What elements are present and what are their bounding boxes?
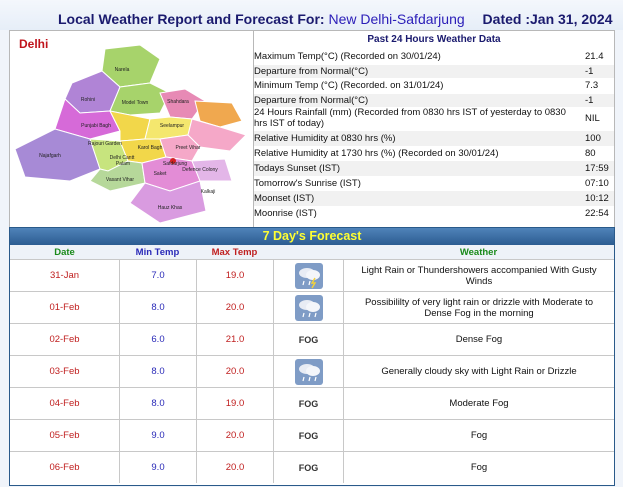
forecast-max-temp: 20.0 <box>196 420 273 451</box>
observation-value: NIL <box>585 113 600 124</box>
forecast-min-temp: 8.0 <box>119 356 196 387</box>
forecast-icon-cell <box>273 452 343 483</box>
forecast-row <box>10 259 614 291</box>
cloud-rain-icon <box>295 295 323 321</box>
forecast-max-temp: 19.0 <box>196 388 273 419</box>
district-label: Punjabi Bagh <box>81 123 111 129</box>
observation-label: Departure from Normal(°C) <box>254 95 369 106</box>
forecast-weather-description: Dense Fog <box>343 324 614 355</box>
district-label: Safdarjung <box>162 161 188 167</box>
forecast-min-temp: 9.0 <box>119 452 196 483</box>
observation-value: 80 <box>585 148 596 159</box>
forecast-date: 31-Jan <box>49 270 80 281</box>
observation-value: 07:10 <box>585 178 609 189</box>
thunder-rain-icon <box>295 263 323 289</box>
forecast-min-temp: 6.0 <box>119 324 196 355</box>
station-name: New Delhi-Safdarjung <box>328 11 465 27</box>
forecast-icon-cell <box>273 292 343 323</box>
forecast-min-temp: 9.0 <box>119 420 196 451</box>
forecast-weather-description: Possibililty of very light rain or drizzle with Moderate to Dense Fog in the morning <box>343 292 614 323</box>
forecast-date: 01-Feb <box>49 302 80 313</box>
forecast-min-temp: 8.0 <box>119 388 196 419</box>
forecast-max-temp: 21.0 <box>196 324 273 355</box>
forecast-date: 05-Feb <box>49 430 80 441</box>
district-label: Hauz Khas <box>157 205 183 211</box>
forecast-date: 02-Feb <box>49 334 80 345</box>
fog-icon: FOG <box>298 462 319 473</box>
forecast-max-temp: 20.0 <box>196 356 273 387</box>
district-map-graphic <box>10 31 253 227</box>
observation-row <box>254 65 614 78</box>
forecast-date: 04-Feb <box>49 398 80 409</box>
district-label: Rajouri Garden <box>88 141 122 147</box>
observation-row <box>254 206 614 221</box>
forecast-row <box>10 451 614 483</box>
observation-value: -1 <box>585 95 594 106</box>
forecast-header-row <box>10 245 614 259</box>
district-label: Delhi Cantt <box>109 155 135 161</box>
delhi-map <box>10 31 254 227</box>
header-max-temp: Max Temp <box>211 247 258 258</box>
district-label: Karol Bagh <box>137 145 163 151</box>
forecast-title: 7 Day's Forecast <box>10 228 614 245</box>
observation-row <box>254 176 614 191</box>
forecast-min-temp: 7.0 <box>119 260 196 291</box>
forecast-row <box>10 291 614 323</box>
forecast-icon-cell <box>273 324 343 355</box>
forecast-row <box>10 387 614 419</box>
observation-label: Relative Humidity at 1730 hrs (%) (Recorded on 30/01/24) <box>254 148 499 159</box>
observation-row <box>254 94 614 107</box>
forecast-row <box>10 419 614 451</box>
district-label: Vasant Vihar <box>105 177 135 183</box>
observation-value: 7.3 <box>585 80 599 91</box>
forecast-weather-description: Generally cloudy sky with Light Rain or Drizzle <box>343 356 614 387</box>
district-label: Preet Vihar <box>175 145 201 151</box>
forecast-row <box>10 323 614 355</box>
observation-row <box>254 191 614 206</box>
observation-label: 24 Hours Rainfall (mm) (Recorded from 0830 hrs IST of yesterday to 0830 hrs IST of today) <box>254 107 566 129</box>
forecast-max-temp: 20.0 <box>196 452 273 483</box>
observation-label: Departure from Normal(°C) <box>254 66 369 77</box>
page-header <box>0 0 623 30</box>
observation-row <box>254 49 614 65</box>
observation-value: 100 <box>585 133 601 144</box>
report-date: Dated :Jan 31, 2024 <box>482 11 613 27</box>
page-title <box>58 11 613 27</box>
forecast-weather-description: Fog <box>343 452 614 483</box>
district-label: Model Town <box>121 100 149 106</box>
fog-icon: FOG <box>298 334 319 345</box>
header-date: Date <box>54 247 75 258</box>
observation-value: 10:12 <box>585 193 609 204</box>
past-24h-table <box>254 31 614 227</box>
district-label: Shahdara <box>167 99 189 105</box>
current-weather-panel <box>9 30 615 228</box>
district-label: Kalkaji <box>200 189 216 195</box>
seven-day-forecast <box>9 227 615 486</box>
observation-row <box>254 131 614 146</box>
district-label: Najafgarh <box>39 153 61 159</box>
map-title: Delhi <box>19 37 49 51</box>
forecast-min-temp: 8.0 <box>119 292 196 323</box>
forecast-row <box>10 355 614 387</box>
forecast-max-temp: 20.0 <box>196 292 273 323</box>
fog-icon: FOG <box>298 398 319 409</box>
forecast-icon-cell <box>273 420 343 451</box>
observation-row <box>254 78 614 94</box>
observation-label: Todays Sunset (IST) <box>254 163 341 174</box>
forecast-icon-cell <box>273 260 343 291</box>
forecast-weather-description: Moderate Fog <box>343 388 614 419</box>
district-label: Saket <box>153 171 167 177</box>
past-24h-title: Past 24 Hours Weather Data <box>367 34 501 45</box>
observation-value: 21.4 <box>585 51 604 62</box>
forecast-weather-description: Light Rain or Thundershowers accompanied With Gusty Winds <box>343 260 614 291</box>
observation-value: -1 <box>585 66 594 77</box>
forecast-date: 03-Feb <box>49 366 80 377</box>
district-label: Rohini <box>80 97 96 103</box>
observation-row <box>254 146 614 161</box>
observation-label: Relative Humidity at 0830 hrs (%) <box>254 133 396 144</box>
forecast-date: 06-Feb <box>49 462 80 473</box>
observation-row <box>254 107 614 131</box>
observation-label: Tomorrow's Sunrise (IST) <box>254 178 361 189</box>
fog-icon: FOG <box>298 430 319 441</box>
observation-value: 22:54 <box>585 208 609 219</box>
observation-row <box>254 161 614 176</box>
cloud-rain-icon <box>295 359 323 385</box>
observation-value: 17:59 <box>585 163 609 174</box>
forecast-icon-cell <box>273 388 343 419</box>
observation-label: Minimum Temp (°C) (Recorded. on 31/01/24) <box>254 80 444 91</box>
district-label: Defence Colony <box>182 167 218 173</box>
forecast-weather-description: Fog <box>343 420 614 451</box>
forecast-max-temp: 19.0 <box>196 260 273 291</box>
observation-label: Moonset (IST) <box>254 193 315 204</box>
title-prefix: Local Weather Report and Forecast For: <box>58 11 325 27</box>
district-label: Seelampur <box>159 123 185 129</box>
header-min-temp: Min Temp <box>135 247 180 258</box>
header-weather: Weather <box>459 247 498 258</box>
observation-label: Maximum Temp(°C) (Recorded on 30/01/24) <box>254 51 441 62</box>
forecast-icon-cell <box>273 356 343 387</box>
observation-label: Moonrise (IST) <box>254 208 317 219</box>
district-label: Palam <box>115 161 131 167</box>
district-label: Narela <box>114 67 130 73</box>
